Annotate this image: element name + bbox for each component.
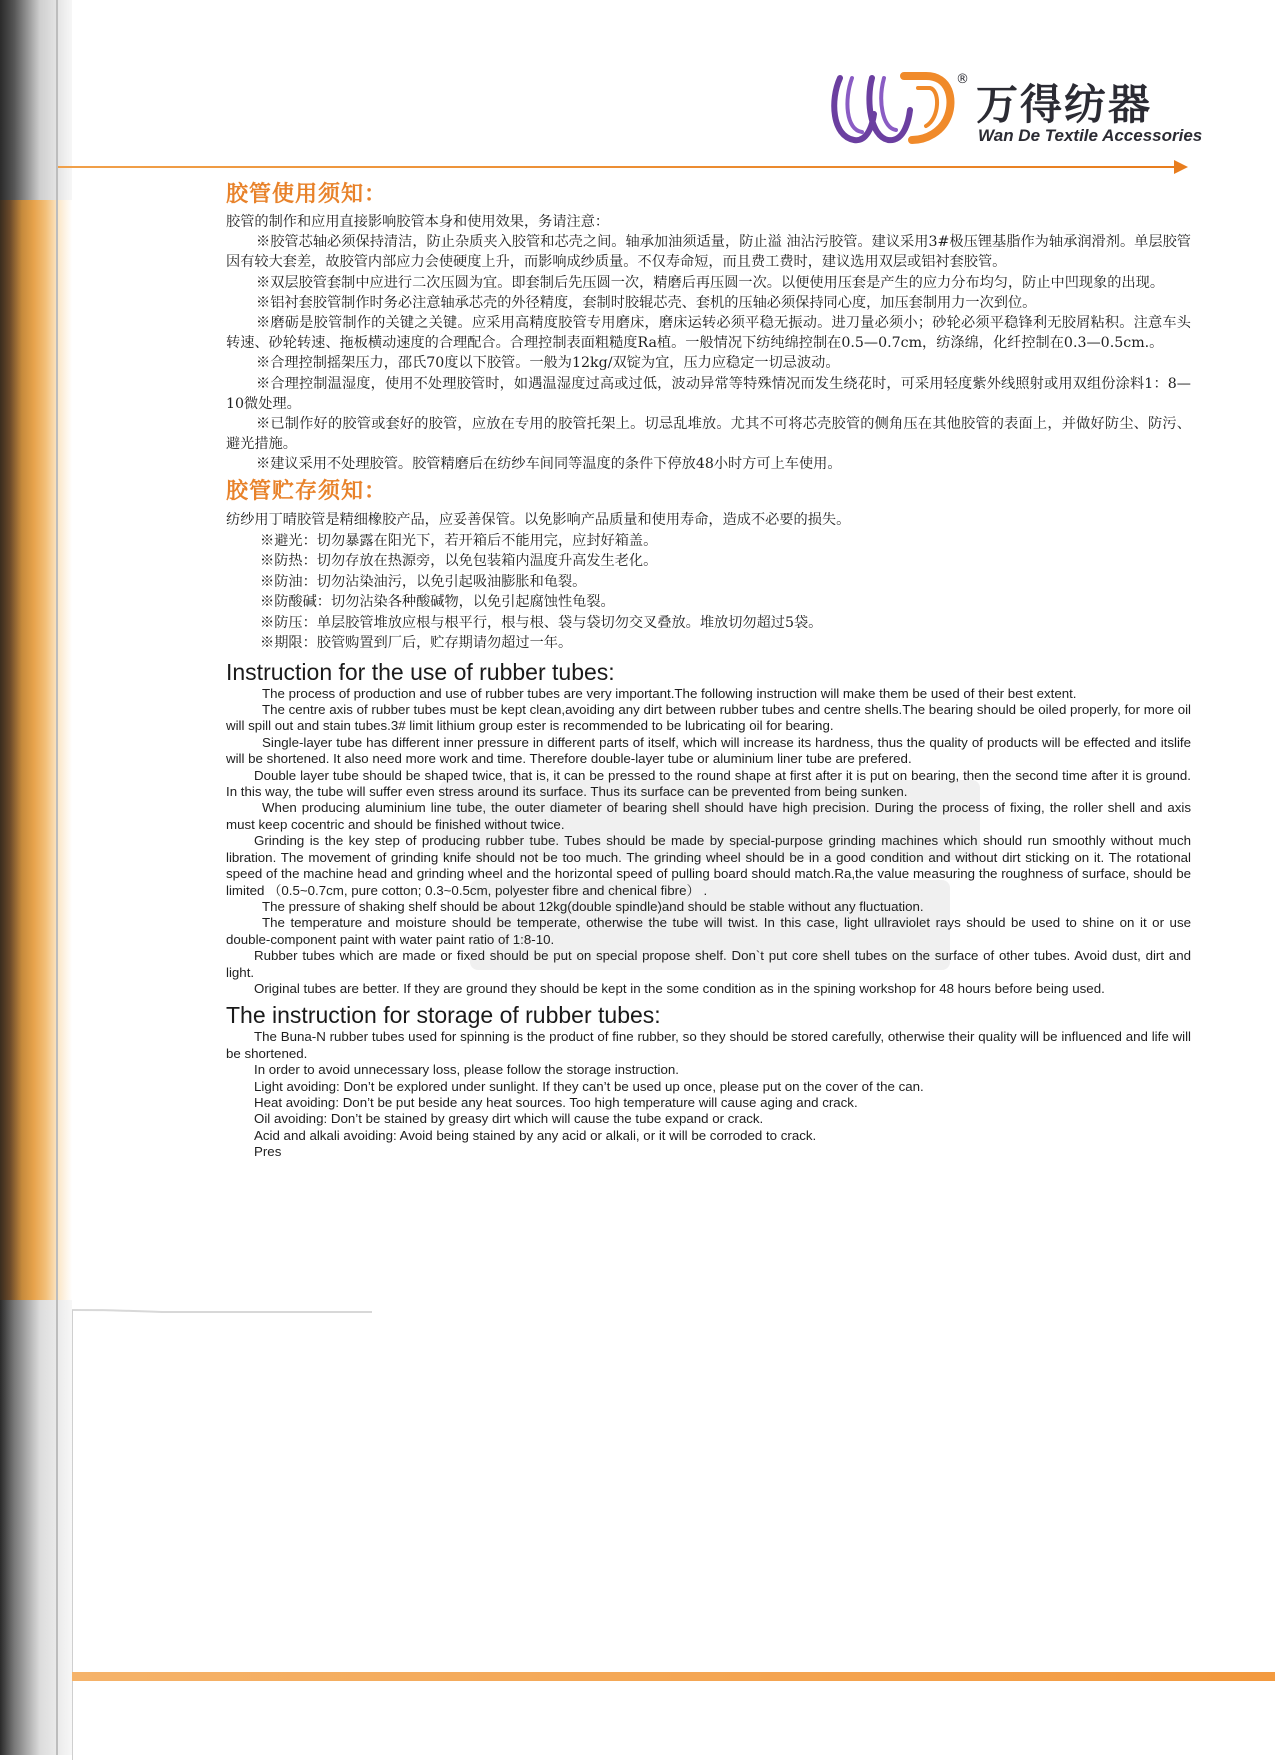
fold-line [56,0,58,1755]
storage-paragraph-en: Pres [254,1144,282,1160]
usage-paragraph-en: The process of production and use of rubber tubes are very important.The following instruction will make them be used of their best extent. [262,685,1077,701]
header-rule [58,166,1178,168]
usage-paragraph-cn: ※合理控制温湿度，使用不处理胶管时，如遇温湿度过高或过低，波动异常等特殊情况而发生绕花时，可采用轻度紫外线照射或用双组份涂料1：8—10微处理。 [226,375,1191,412]
binding-edge-bottom [0,1300,72,1755]
usage-heading-cn: 胶管使用须知： [226,182,388,207]
brand-logo [826,70,1203,156]
usage-paragraph-en: When producing aluminium line tube, the outer diameter of bearing shell should have high precision. During the process of fixing, the roller shell and axis must keep cocentric and should be finished without twice. [226,800,1191,832]
registered-mark: ® [956,72,969,87]
usage-paragraph-en: The centre axis of rubber tubes must be kept clean,avoiding any dirt between rubber tubes and centre shells.The bearing should be oiled properly, for more oil will spill out and stain tubes.3# limit lithium group ester is recommended to be lubricating oil for bearing. [226,702,1191,734]
usage-paragraph-cn: ※已制作好的胶管或套好的胶管，应放在专用的胶管托架上。切忌乱堆放。尤其不可将芯壳胶管的侧角压在其他胶管的表面上，并做好防尘、防污、避光措施。 [226,416,1191,453]
list-item: ※期限：胶管购置到厂后，贮存期请勿超过一年。 [260,635,573,652]
list-item: ※防油：切勿沾染油污，以免引起吸油膨胀和龟裂。 [260,573,587,590]
usage-paragraph-en: Original tubes are better. If they are ground they should be kept in the some condition as in the spining workshop for 48 hours before being used. [254,980,1105,996]
usage-intro-cn: 胶管的制作和应用直接影响胶管本身和使用效果，务请注意： [226,214,610,230]
list-item: ※防酸碱：切勿沾染各种酸碱物，以免引起腐蚀性龟裂。 [260,594,615,611]
storage-heading-en: The instruction for storage of rubber tubes: [226,1002,661,1029]
usage-heading-en: Instruction for the use of rubber tubes: [226,658,615,685]
document-body [226,178,1191,1161]
binding-edge-top [0,0,72,200]
storage-paragraph-en: In order to avoid unnecessary loss, please follow the storage instruction. [254,1062,679,1078]
arrow-right-icon [1174,160,1188,174]
usage-paragraph-cn: ※建议采用不处理胶管。胶管精磨后在纺纱车间同等温度的条件下停放48小时方可上车使用。 [256,456,842,473]
storage-paragraph-en: Oil avoiding: Don’t be stained by greasy dirt which will cause the tube expand or crack. [254,1111,764,1127]
usage-paragraph-en: The pressure of shaking shelf should be about 12kg(double spindle)and should be stable without any fluctuation. [262,898,924,914]
wd-logo-icon [826,70,956,150]
usage-paragraph-cn: ※磨砺是胶管制作的关键之关键。应采用高精度胶管专用磨床，磨床运转必须平稳无振动。进刀量必须小；砂轮必须平稳锋利无胶屑粘积。注意车头转速、砂轮转速、拖板横动速度的合理配合。合理控制表面粗糙度Ra植。一般情况下纺纯绵控制在0.5—0.7cm，纺涤绵，化纤控制在0.3—0.5cm.。 [226,315,1191,352]
list-item: ※避光：切勿暴露在阳光下，若开箱后不能用完，应封好箱盖。 [260,532,658,549]
storage-paragraph-en: The Buna-N rubber tubes used for spinning is the product of fine rubber, so they should be stored carefully, otherwise their quality will be influenced and life will be shortened. [226,1029,1191,1061]
storage-paragraph-en: Heat avoiding: Don’t be put beside any heat sources. Too high temperature will cause aging and crack. [254,1094,858,1110]
usage-paragraph-en: The temperature and moisture should be temperate, otherwise the tube will twist. In this case, light ullraviolet rays should be used to shine on it or use double-component paint with water paint ratio of 1:8-10. [226,915,1191,947]
usage-paragraph-en: Single-layer tube has different inner pressure in different parts of itself, which will increase its hardness, thus the quality of products will be effected and itslife will be shortened. It also need more work and time. Therefore double-layer tube or aluminium liner tube are prefered. [226,734,1191,767]
storage-paragraph-en: Light avoiding: Don’t be explored under sunlight. If they can’t be used up once, please put on the cover of the can. [254,1078,924,1094]
usage-paragraph-cn: ※双层胶管套制中应进行二次压圆为宜。即套制后先压圆一次，精磨后再压圆一次。以便使用压套是产生的应力分布均匀，防止中凹现象的出现。 [256,274,1165,291]
usage-paragraph-cn: ※胶管芯轴必须保持清洁，防止杂质夹入胶管和芯壳之间。轴承加油须适量，防止溢 油沾污胶管。建议采用3#极压锂基脂作为轴承润滑剂。单层胶管因有较大套差，故胶管内部应力会使硬度上升，而影响成纱质量。不仅寿命短，而且费工费时，建议选用双层或铝衬套胶管。 [226,234,1191,271]
usage-paragraph-en: Rubber tubes which are made or fixed should be put on special propose shelf. Don`t put core shell tubes on the surface of other tubes. Avoid dust, dirt and light. [226,948,1191,980]
brand-name-en: Wan De Textile Accessories [978,126,1203,145]
storage-list-cn [226,531,1191,654]
usage-paragraph-cn: ※合理控制摇架压力，邵氏70度以下胶管。一般为12kg/双锭为宜，压力应稳定一切忌波动。 [256,355,840,372]
bottom-accent-band [72,1672,1275,1681]
storage-paragraph-en: Acid and alkali avoiding: Avoid being stained by any acid or alkali, or it will be corroded to crack. [254,1127,817,1143]
usage-paragraph-cn: ※铝衬套胶管制作时务必注意轴承芯壳的外径精度，套制时胶辊芯壳、套机的压轴必须保持同心度，加压套制用力一次到位。 [256,294,1037,311]
storage-heading-cn: 胶管贮存须知： [226,478,388,504]
brand-name-cn: 万得纺器 [976,80,1153,129]
list-item: ※防压：单层胶管堆放应根与根平行，根与根、袋与袋切勿交叉叠放。堆放切勿超过5袋。 [260,614,823,631]
usage-paragraph-en: Grinding is the key step of producing rubber tube. Tubes should be made by special-purpose grinding machines which should run smoothly without much libration. The movement of grinding knife should not be too much. The grinding wheel should be in a good condition and without dirt sticking on it. The rotational speed of the machine head and grinding wheel and the horizontal speed of pulling board should match.Ra,the value measuring the roughness of surface, should be limited （0.5~0.7cm, pure cotton; 0.3~0.5cm, polyester fibre and chenical fibre） . [226,833,1191,898]
usage-paragraph-en: Double layer tube should be shaped twice, that is, it can be pressed to the round shape at first after it is put on bearing, then the second time after it is ground. In this way, the tube will suffer even stress around its surface. Thus its surface can be prevented from being sunken. [226,767,1191,800]
storage-intro-cn: 纺纱用丁晴胶管是精细橡胶产品，应妥善保管。以免影响产品质量和使用寿命，造成不必要的损失。 [226,511,851,528]
list-item: ※防热：切勿存放在热源旁，以免包装箱内温度升高发生老化。 [260,553,658,570]
flap-edge-curve [72,1300,372,1760]
